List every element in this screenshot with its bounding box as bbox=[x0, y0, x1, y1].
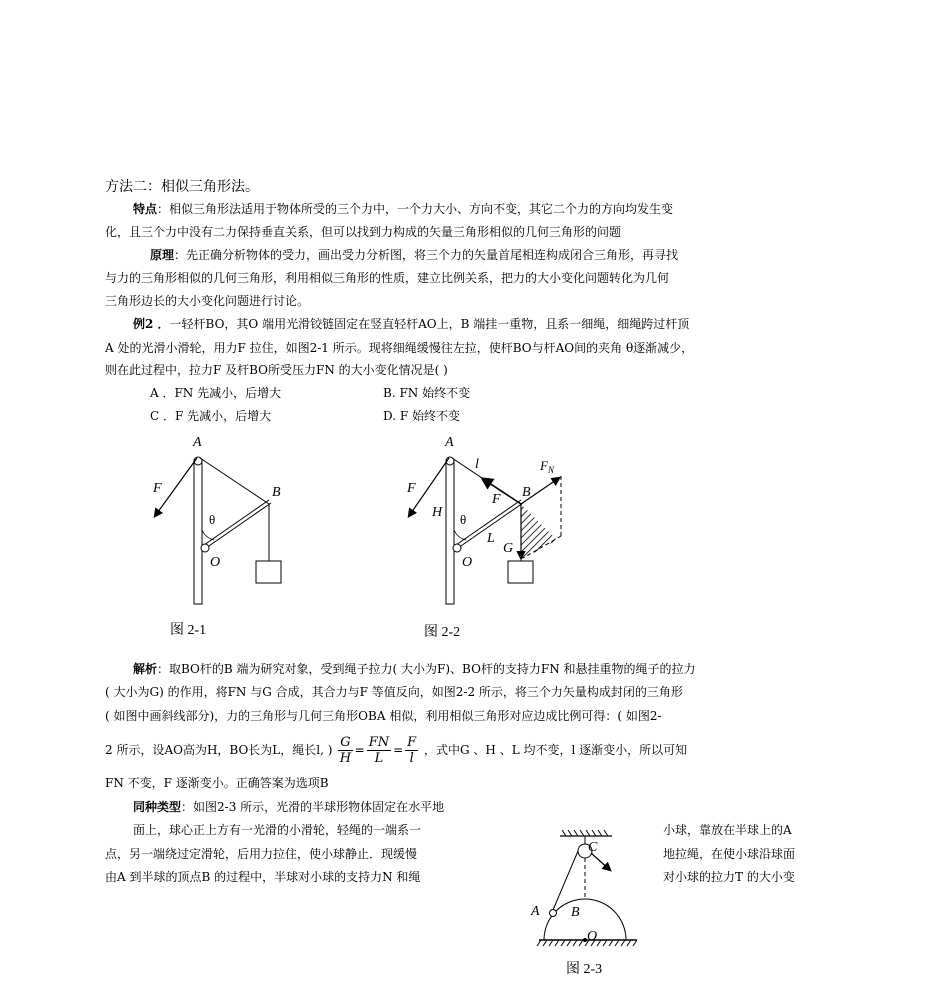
figure-2-1 bbox=[140, 430, 300, 610]
principle-line-1: 原理：先正确分析物体的受力，画出受力分析图，将三个力的矢量首尾相连构成闭合三角形，再寻找 bbox=[150, 248, 679, 262]
vertical-rod-ao bbox=[194, 460, 202, 604]
label-theta: θ bbox=[209, 512, 216, 527]
same-type-line-1: 同种类型：如图2-3 所示，光滑的半球形物体固定在水平地 bbox=[133, 800, 445, 814]
angle-arc bbox=[202, 530, 214, 540]
label-a: A bbox=[193, 435, 202, 450]
analysis-line-5: FN 不变，F 逐渐变小。正确答案为选项B bbox=[105, 776, 329, 790]
vertical-rod-ao bbox=[446, 460, 454, 604]
label-f-rope: F bbox=[407, 481, 416, 496]
analysis-line-1: 解析：取BO杆的B 端为研究对象，受到绳子拉力( 大小为F)、BO杆的支持力FN 和悬挂重物的绳子的拉力 bbox=[133, 662, 696, 676]
analysis-label: 解析 bbox=[133, 662, 158, 676]
principle-label: 原理 bbox=[150, 248, 175, 262]
fraction-fn-over-l: $\frac{FN}{L}$ bbox=[368, 735, 390, 766]
label-b: B bbox=[272, 485, 281, 500]
figure-2-3-caption: 图 2-3 bbox=[566, 962, 603, 977]
option-a: A ．FN 先减小，后增大 bbox=[150, 386, 282, 400]
fraction-f-over-l: $\frac{F}{l}$ bbox=[407, 735, 417, 766]
label-o: O bbox=[587, 929, 598, 944]
weight-block bbox=[256, 561, 281, 583]
label-b: B bbox=[522, 485, 531, 500]
same-type-line-3-right: 地拉绳，在使小球沿球面 bbox=[663, 847, 796, 861]
force-f-arrow bbox=[483, 479, 521, 504]
figure-2-2 bbox=[395, 430, 585, 610]
label-f: F bbox=[153, 481, 162, 496]
force-triangle-hatched bbox=[521, 504, 557, 560]
angle-arc bbox=[454, 530, 466, 540]
ball-a bbox=[550, 910, 557, 917]
features-label: 特点 bbox=[133, 202, 158, 216]
figure-2-1-caption: 图 2-1 bbox=[170, 623, 207, 638]
ceiling-hatch bbox=[562, 830, 608, 836]
figure-2-2-caption: 图 2-2 bbox=[424, 625, 461, 640]
label-f-force: F bbox=[492, 492, 501, 507]
fraction-g-over-h: $\frac{G}{H}$ bbox=[339, 735, 352, 766]
same-type-line-3-left: 点，另一端绕过定滑轮，后用力拉住，使小球静止．现缓慢 bbox=[105, 847, 418, 861]
hinge-o bbox=[453, 544, 461, 552]
label-l-small: l bbox=[475, 457, 479, 472]
option-d: D. F 始终不变 bbox=[383, 409, 460, 423]
label-h: H bbox=[432, 505, 443, 520]
label-a: A bbox=[531, 904, 540, 919]
label-o: O bbox=[210, 555, 221, 570]
analysis-line-4: 2 所示，设AO高为H，BO长为L，绳长l, ) $\frac{G}{H}$ = $\frac{FN}{L}$ = $\frac{F}{l}$ ，式中G 、H 、L 均不变，l 逐渐变小，所以可知 bbox=[105, 735, 688, 766]
same-type-line-4-right: 对小球的拉力T 的大小变 bbox=[663, 870, 795, 884]
label-o: O bbox=[462, 555, 473, 570]
method-heading: 方法二：相似三角形法。 bbox=[105, 179, 259, 195]
rope-a-b bbox=[200, 458, 269, 504]
hinge-o bbox=[201, 544, 209, 552]
same-type-line-2-right: 小球，靠放在半球上的A bbox=[663, 823, 792, 837]
rope-pull bbox=[591, 853, 610, 870]
example-label: 例2 ． bbox=[133, 317, 170, 331]
same-type-line-2-left: 面上，球心正上方有一光滑的小滑轮，轻绳的一端系一 bbox=[133, 823, 422, 837]
hemisphere bbox=[544, 899, 626, 940]
features-line-2: 化，且三个力中没有二力保持垂直关系，但可以找到力构成的矢量三角形相似的几何三角形的问题 bbox=[105, 225, 622, 239]
same-type-label: 同种类型 bbox=[133, 800, 182, 814]
label-fn: $F_N$ bbox=[540, 458, 554, 475]
figure-2-3 bbox=[525, 822, 655, 954]
principle-line-3: 三角形边长的大小变化问题进行讨论。 bbox=[105, 294, 310, 308]
label-b: B bbox=[571, 905, 580, 920]
label-c: C bbox=[588, 840, 598, 855]
example-line-1: 例2 ．一轻杆BO，其O 端用光滑铰链固定在竖直轻杆AO上，B 端挂一重物，且系一细绳，细绳跨过杆顶 bbox=[133, 317, 690, 331]
label-theta: θ bbox=[460, 512, 467, 527]
example-line-2: A 处的光滑小滑轮，用力F 拉住，如图2-1 所示。现将细绳缓慢往左拉，使杆BO与杆AO间的夹角 θ逐渐减少， bbox=[105, 341, 694, 355]
analysis-line-3: ( 如图中画斜线部分)，力的三角形与几何三角形OBA 相似，利用相似三角形对应边成比例可得：( 如图2- bbox=[105, 709, 662, 723]
analysis-line-2: ( 大小为G) 的作用，将FN 与G 合成，其合力与F 等值反向，如图2-2 所示，将三个力矢量构成封闭的三角形 bbox=[105, 685, 683, 699]
weight-block bbox=[508, 561, 533, 583]
same-type-line-4-left: 由A 到半球的顶点B 的过程中，半球对小球的支持力N 和绳 bbox=[105, 870, 421, 884]
option-c: C ．F 先减小，后增大 bbox=[150, 409, 272, 423]
label-l: L bbox=[487, 531, 495, 546]
example-line-3: 则在此过程中，拉力F 及杆BO所受压力FN 的大小变化情况是( ) bbox=[105, 363, 448, 377]
option-b: B. FN 始终不变 bbox=[383, 386, 471, 400]
label-g: G bbox=[503, 541, 514, 556]
principle-line-2: 与力的三角形相似的几何三角形，利用相似三角形的性质，建立比例关系，把力的大小变化问题转化为几何 bbox=[105, 271, 670, 285]
label-a: A bbox=[445, 435, 454, 450]
features-line-1: 特点：相似三角形法适用于物体所受的三个力中，一个力大小、方向不变，其它二个力的方向均发生变 bbox=[133, 202, 674, 216]
rod-bo bbox=[206, 503, 271, 548]
